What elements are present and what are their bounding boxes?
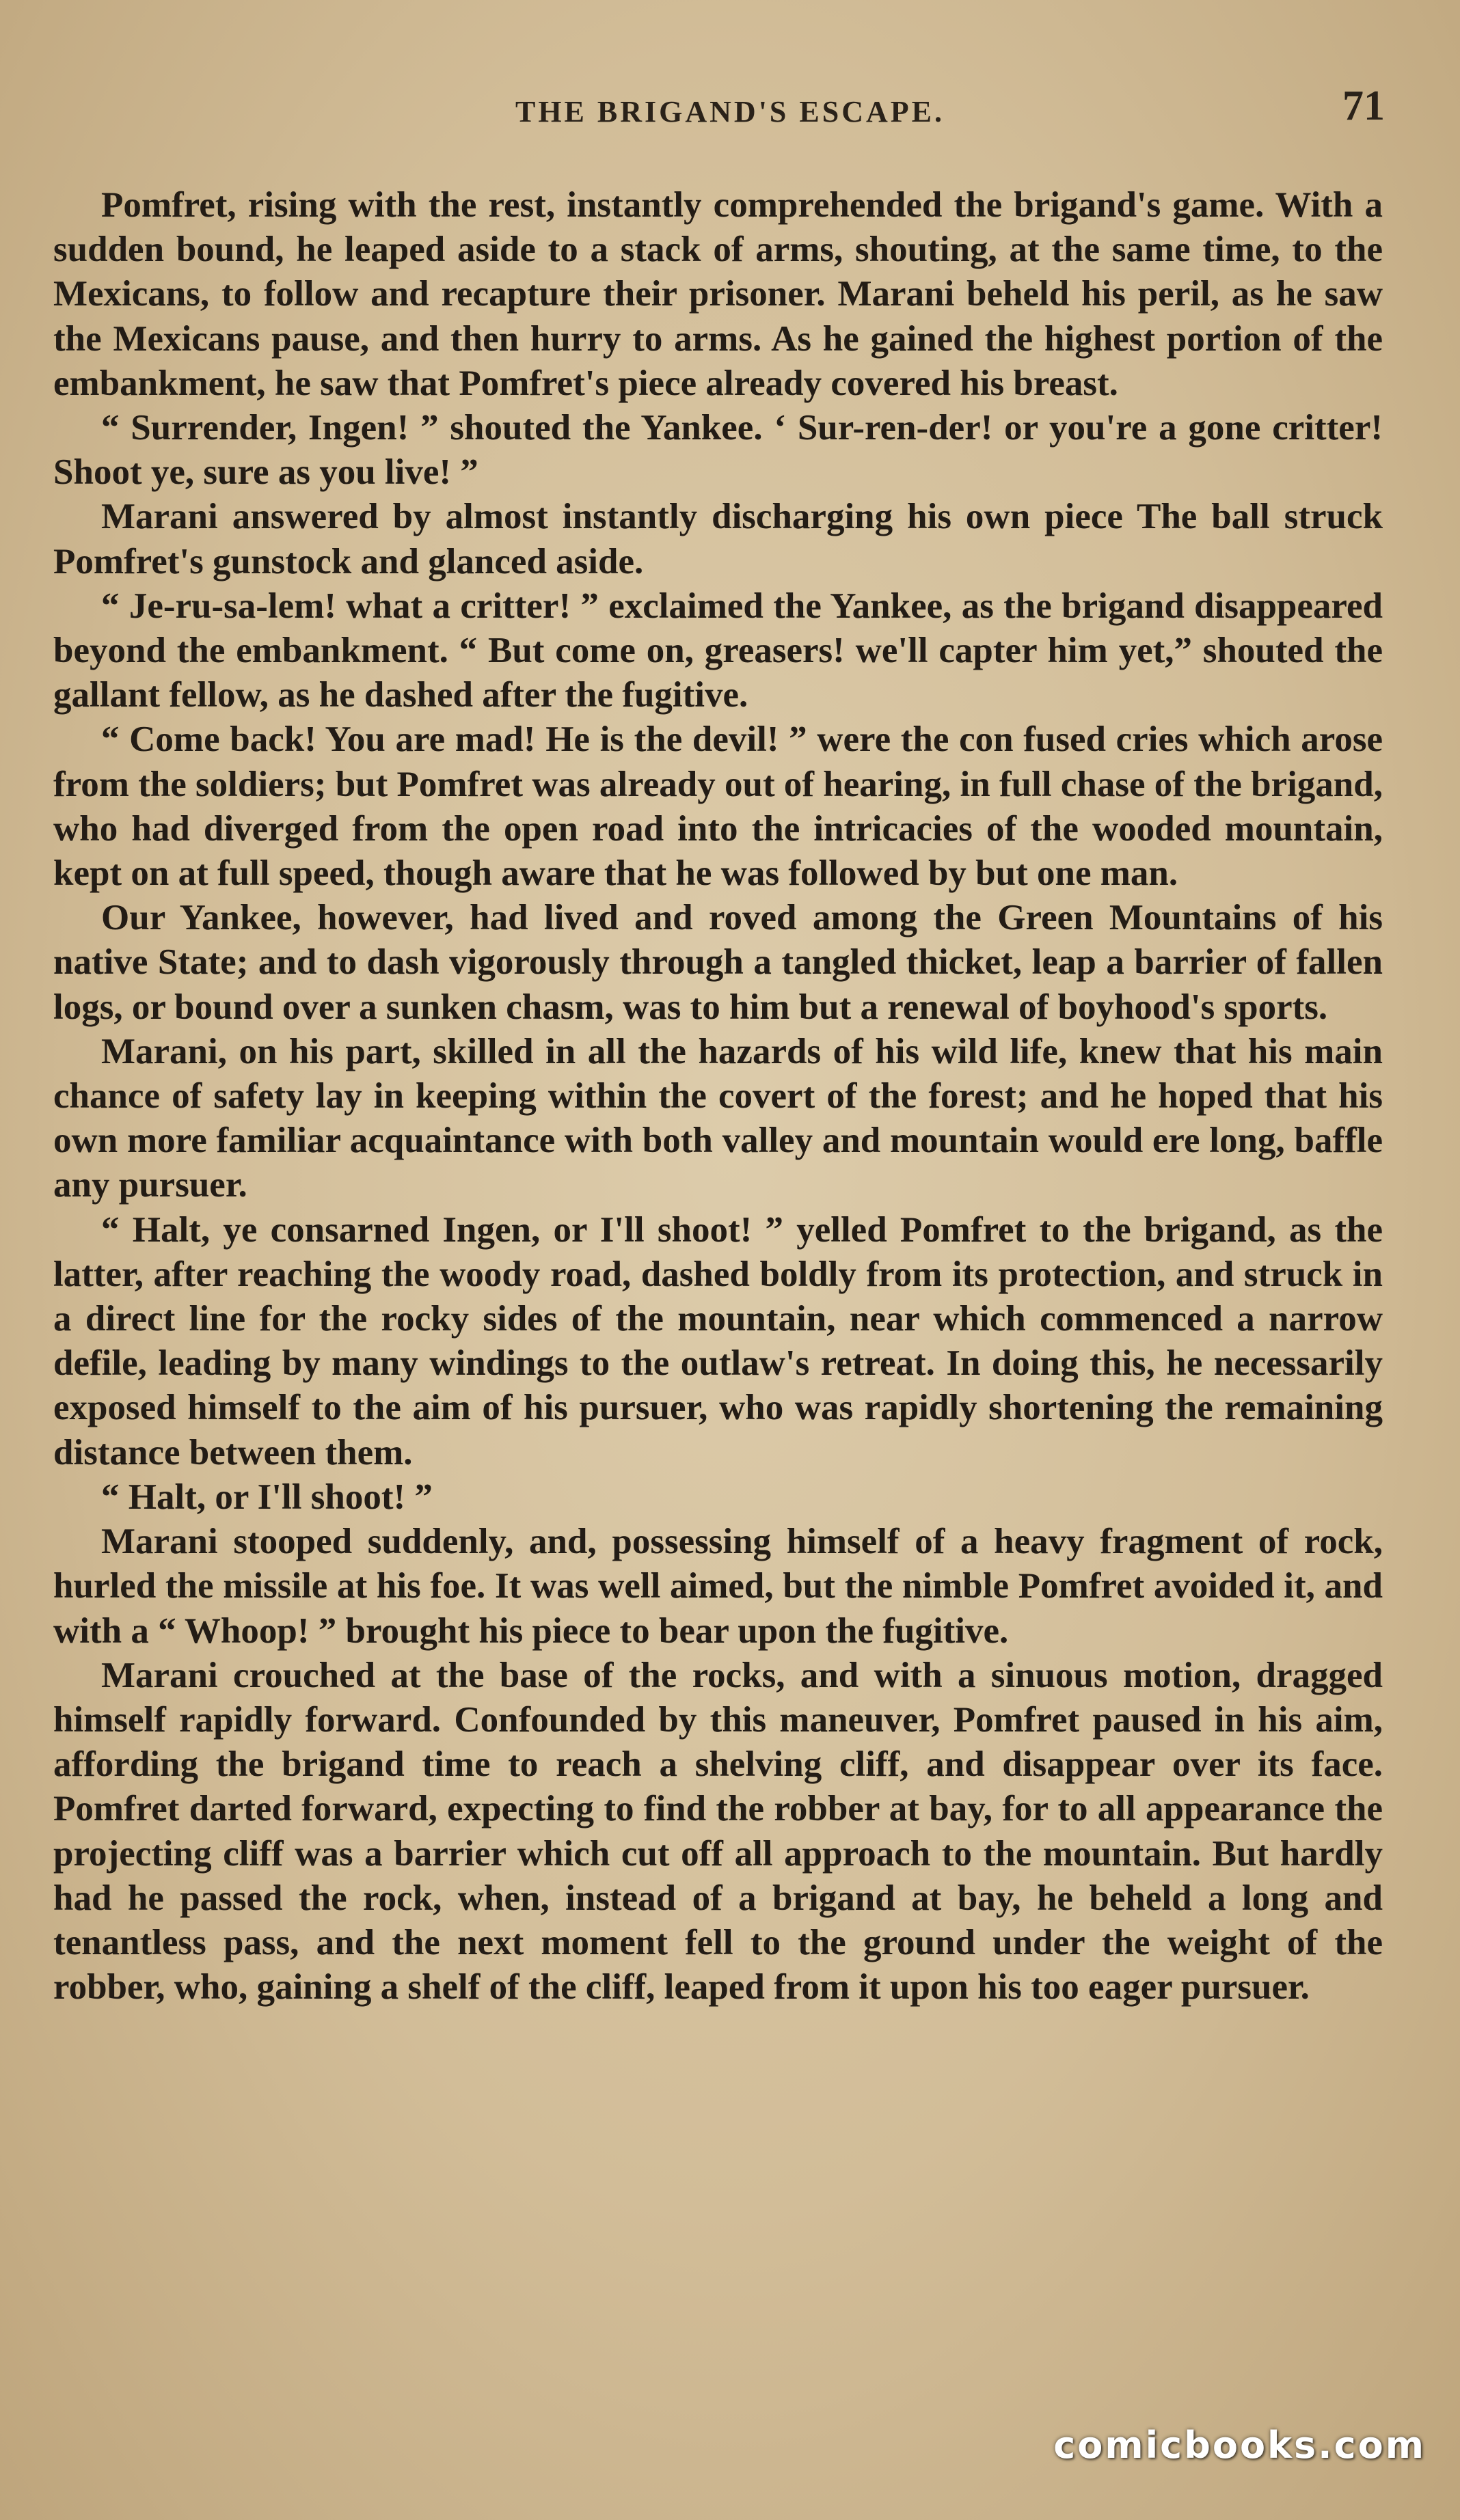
paragraph: Our Yankee, however, had lived and roved among the Green Mountains of his native State; and to dash vigorously through a tangled thicket, leap a barrier of fallen logs, or bound over a sunken chasm, was to him but a renewal of boyhood's sports. — [53, 898, 1383, 1027]
paragraph: Marani answered by almost instantly discharging his own piece The ball struck Pomfret's gunstock and glanced aside. — [53, 497, 1383, 581]
site-watermark: comicbooks.com — [1053, 2424, 1426, 2467]
page-header — [0, 82, 1460, 143]
paragraph: “ Halt, or I'll shoot! ” — [101, 1477, 433, 1517]
paragraph: Marani crouched at the base of the rocks, and with a sinuous motion, dragged himself rapidly forward. Confounded by this maneuver, Pomfret paused in his aim, affording the brigand time to reach a shelving cliff, and disappear over its face. Pomfret darted forward, expecting to find the robber at bay, for to all appearance the projecting cliff was a barrier which cut off all approach to the mountain. But hardly had he passed the rock, when, instead of a brigand at bay, he beheld a long and tenantless pass, and the next moment fell to the ground under the weight of the robber, who, gaining a shelf of the cliff, leaped from it upon his too eager pursuer. — [53, 1655, 1383, 2008]
paragraph: “ Halt, ye consarned Ingen, or I'll shoot! ” yelled Pomfret to the brigand, as the latter, after reaching the woody road, dashed boldly from its protection, and struck in a direct line for the rocky sides of the mountain, near which commenced a narrow defile, leading by many windings to the outlaw's retreat. In doing this, he necessarily exposed himself to the aim of his pursuer, who was rapidly shortening the remaining distance between them. — [53, 1209, 1383, 1473]
paragraph: “ Je-ru-sa-lem! what a critter! ” exclaimed the Yankee, as the brigand disappeared beyond the embankment. “ But come on, greasers! we'll capter him yet,” shouted the gallant fellow, as he dashed after the fugitive. — [53, 586, 1383, 715]
text-body — [53, 183, 1383, 2010]
paragraph: Marani stooped suddenly, and, possessing himself of a heavy fragment of rock, hurled the missile at his foe. It was well aimed, but the nimble Pomfret avoided it, and with a “ Whoop! ” brought his piece to bear upon the fugitive. — [53, 1522, 1383, 1651]
paragraph: “ Come back! You are mad! He is the devil! ” were the con fused cries which arose from the soldiers; but Pomfret was already out of hearing, in full chase of the brigand, who had diverged from the open road into the intricacies of the wooded mountain, kept on at full speed, though aware that he was followed by but one man. — [53, 720, 1383, 894]
paragraph: Marani, on his part, skilled in all the hazards of his wild life, knew that his main chance of safety lay in keeping within the covert of the forest; and he hoped that his own more familiar acquaintance with both valley and mountain would ere long, baffle any pursuer. — [53, 1031, 1383, 1205]
page-number: 71 — [1342, 83, 1385, 129]
paragraph: “ Surrender, Ingen! ” shouted the Yankee. ‘ Sur-ren-der! or you're a gone critter! Shoot ye, sure as you live! ” — [53, 408, 1383, 493]
paragraph: Pomfret, rising with the rest, instantly comprehended the brigand's game. With a sudden bound, he leaped aside to a stack of arms, shouting, at the same time, to the Mexicans, to follow and recapture their prisoner. Marani beheld his peril, as he saw the Mexicans pause, and then hurry to arms. As he gained the highest portion of the embankment, he saw that Pomfret's piece already covered his breast. — [53, 185, 1383, 403]
running-title: THE BRIGAND'S ESCAPE. — [515, 95, 945, 128]
